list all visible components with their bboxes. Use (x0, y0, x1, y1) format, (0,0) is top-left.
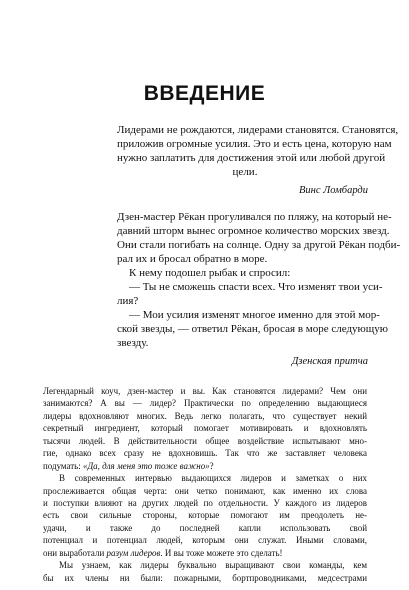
epigraph-line: лия? (117, 295, 139, 307)
epigraph-line: приложив огромные усилия. Это и есть цена, которую нам (117, 138, 392, 150)
epigraph-line: — Мои усилия изменят многое именно для этой мор- (129, 309, 380, 321)
body-line (43, 547, 367, 559)
epigraph-line: Они стали погибать на солнце. Одну за другой Рёкан подби- (117, 239, 401, 251)
body-line: занимаются? А вы — лидер? Практически по определению выдающиеся (43, 398, 367, 409)
epigraph-attribution: Винс Ломбарди (298, 185, 368, 196)
body-line: тысячи людей. В действительности общее воздействие испытывают мно- (43, 435, 367, 446)
body-text-run: подумать: (43, 460, 83, 471)
body-text-run: ? (209, 460, 214, 471)
body-line: прослеживается общая черта: они четко понимают, как именно их слова (43, 485, 367, 496)
body-italic-phrase: разум лидеров (106, 547, 161, 558)
epigraph-line: рал их и бросал обратно в море. (117, 253, 268, 265)
epigraph-line: нужно заплатить для достижения этой или любой другой (117, 152, 386, 164)
epigraph-line: ской звезды, — ответил Рёкан, бросая в море следующую (117, 323, 388, 335)
body-line: лидеры вдохновляют многих. Ведь легко полагать, что существует некий (43, 410, 367, 421)
body-line: удачи, и также до последней капли использовать свой (43, 522, 367, 533)
epigraph-line: К нему подошел рыбак и спросил: (129, 267, 291, 279)
epigraph-line: цели. (232, 166, 258, 178)
body-line: гие, однако всех сразу не вдохновишь. Так что же заставляет человека (43, 448, 367, 459)
epigraph-line: давний шторм вынес огромное количество морских звезд. (117, 225, 390, 237)
body-line: В современных интервью выдающихся лидеров и заметках о них (59, 473, 367, 484)
epigraph-line: Лидерами не рождаются, лидерами становятся. Становятся, (117, 124, 399, 136)
epigraph-line: Дзен-мастер Рёкан прогуливался по пляжу, на который не- (117, 211, 392, 223)
body-line (43, 460, 367, 472)
body-line: Мы узнаем, как лидеры буквально выращивают свои команды, кем (59, 560, 367, 571)
body-line: потенциал и потенциал людей, которым они служат. Иными словами, (43, 535, 367, 546)
body-line: секретный ингредиент, который помогает мотивировать и вдохновлять (43, 423, 367, 434)
epigraph-line: — Ты не сможешь спасти всех. Что изменят твои уси- (129, 281, 383, 293)
body-line: есть свои сильные стороны, которые помогают им преодолеть не- (43, 510, 367, 521)
body-line: и поступки влияют на других людей по отдельности. У каждого из лидеров (43, 497, 367, 508)
chapter-title: ВВЕДЕНИЕ (143, 82, 266, 105)
body-text-run: они выработали (43, 547, 107, 558)
epigraph-line: звезду. (117, 337, 149, 349)
body-line: Легендарный коуч, дзен-мастер и вы. Как становятся лидерами? Чем они (43, 386, 367, 396)
body-line: бы их члены ни были: пожарными, бортпроводниками, медсестрами (43, 572, 367, 583)
epigraph-attribution: Дзенская притча (291, 356, 368, 367)
body-italic-quote: «Да, для меня это тоже важно» (83, 460, 210, 471)
body-text-run: . И вы тоже можете это сделать! (160, 547, 283, 558)
